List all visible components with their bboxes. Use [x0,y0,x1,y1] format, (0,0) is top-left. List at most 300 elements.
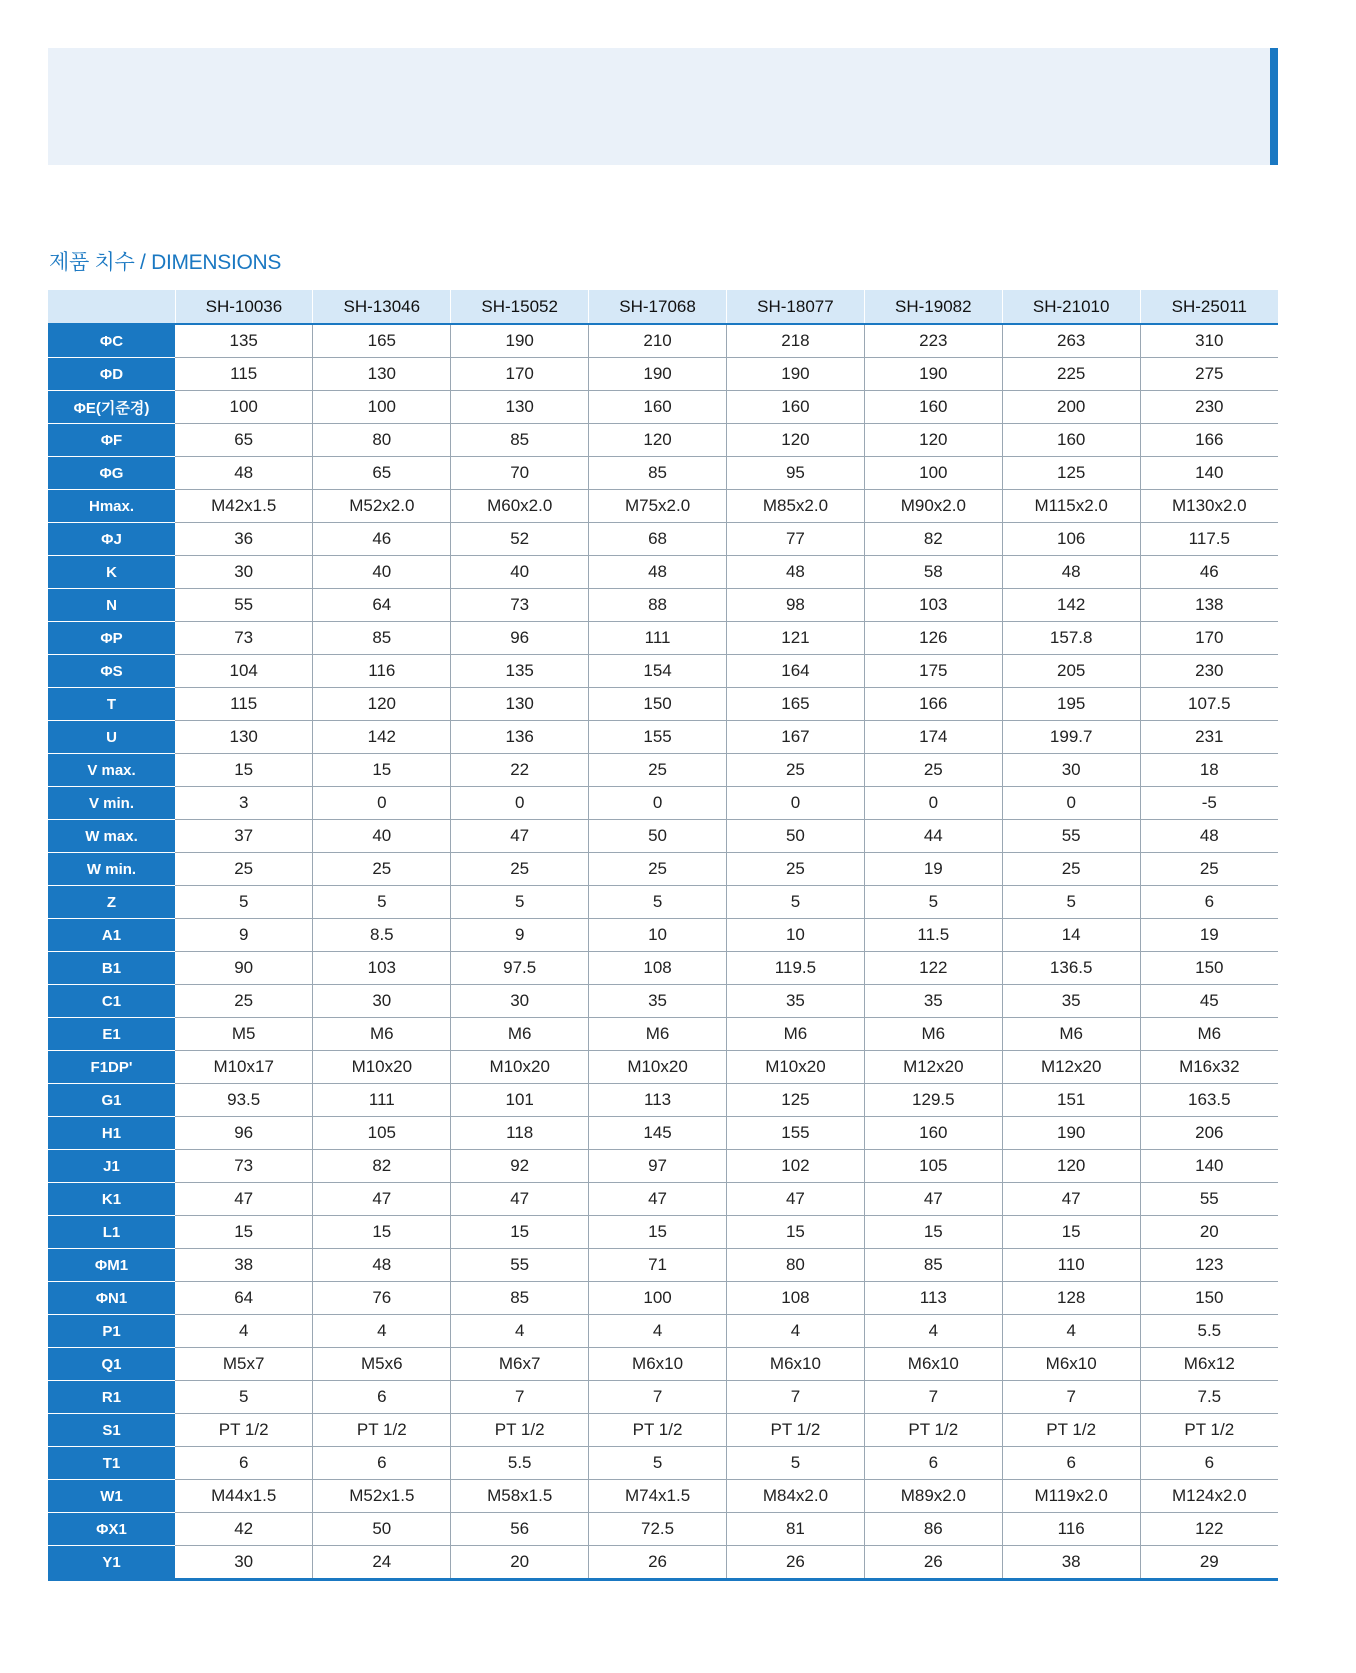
table-cell: 85 [589,457,727,490]
row-label: ΦM1 [48,1249,175,1282]
table-cell: PT 1/2 [175,1414,313,1447]
table-cell: 25 [175,853,313,886]
table-cell: 115 [175,688,313,721]
table-cell: 120 [589,424,727,457]
row-label: W1 [48,1480,175,1513]
table-cell: 140 [1140,457,1278,490]
table-cell: 97.5 [451,952,589,985]
table-row [48,1480,1278,1513]
table-row [48,1282,1278,1315]
table-cell: 73 [175,1150,313,1183]
table-cell: 154 [589,655,727,688]
table-row [48,886,1278,919]
table-cell: 103 [313,952,451,985]
table-cell: 6 [313,1447,451,1480]
table-cell: 30 [451,985,589,1018]
table-cell: 88 [589,589,727,622]
table-cell: 130 [175,721,313,754]
table-cell: 231 [1140,721,1278,754]
table-cell: 50 [313,1513,451,1546]
row-label: ΦP [48,622,175,655]
table-cell: 15 [727,1216,865,1249]
table-cell: 40 [451,556,589,589]
row-label: H1 [48,1117,175,1150]
table-cell: 130 [451,391,589,424]
table-cell: 56 [451,1513,589,1546]
table-cell: 4 [451,1315,589,1348]
table-cell: 117.5 [1140,523,1278,556]
table-cell: 48 [175,457,313,490]
table-cell: 35 [589,985,727,1018]
table-cell: 170 [451,358,589,391]
table-cell: PT 1/2 [1002,1414,1140,1447]
table-cell: 25 [864,754,1002,787]
table-cell: 190 [864,358,1002,391]
table-cell: 7 [864,1381,1002,1414]
dimensions-table-container [48,290,1278,1581]
table-cell: 136.5 [1002,952,1140,985]
table-cell: 50 [727,820,865,853]
table-cell: 6 [175,1447,313,1480]
table-cell: 15 [589,1216,727,1249]
table-cell: 25 [451,853,589,886]
table-cell: 15 [864,1216,1002,1249]
table-cell: 107.5 [1140,688,1278,721]
table-cell: 5.5 [1140,1315,1278,1348]
table-cell: 6 [313,1381,451,1414]
table-cell: 165 [313,324,451,358]
table-cell: 55 [1002,820,1140,853]
table-cell: 70 [451,457,589,490]
table-cell: 48 [313,1249,451,1282]
table-cell: 100 [313,391,451,424]
table-cell: 26 [864,1546,1002,1580]
row-label: W min. [48,853,175,886]
table-cell: 44 [864,820,1002,853]
table-header-row [48,290,1278,324]
table-cell: 106 [1002,523,1140,556]
table-cell: 5 [175,886,313,919]
table-cell: M10x17 [175,1051,313,1084]
table-cell: 121 [727,622,865,655]
table-cell: M52x2.0 [313,490,451,523]
row-label: V min. [48,787,175,820]
table-cell: 164 [727,655,865,688]
table-cell: 10 [727,919,865,952]
table-cell: 4 [864,1315,1002,1348]
table-cell: 77 [727,523,865,556]
table-cell: 85 [313,622,451,655]
row-label: E1 [48,1018,175,1051]
table-row [48,1414,1278,1447]
table-cell: 200 [1002,391,1140,424]
table-cell: 14 [1002,919,1140,952]
banner-accent-bar [1270,48,1278,165]
table-cell: M6 [864,1018,1002,1051]
table-cell: 85 [864,1249,1002,1282]
table-cell: 30 [175,556,313,589]
table-row [48,457,1278,490]
table-cell: 5 [1002,886,1140,919]
table-cell: 97 [589,1150,727,1183]
table-cell: 55 [451,1249,589,1282]
table-row [48,556,1278,589]
table-cell: 42 [175,1513,313,1546]
table-row [48,1315,1278,1348]
table-cell: M6 [1002,1018,1140,1051]
table-cell: 151 [1002,1084,1140,1117]
table-cell: 90 [175,952,313,985]
table-body [48,324,1278,1580]
column-header: SH-10036 [175,290,313,324]
table-row [48,589,1278,622]
table-cell: 5 [589,886,727,919]
table-cell: 6 [1140,1447,1278,1480]
table-cell: 48 [589,556,727,589]
table-cell: 6 [1140,886,1278,919]
table-cell: 64 [313,589,451,622]
row-label: C1 [48,985,175,1018]
table-cell: 4 [175,1315,313,1348]
table-cell: 160 [1002,424,1140,457]
table-cell: 155 [589,721,727,754]
table-cell: 120 [727,424,865,457]
table-cell: 35 [864,985,1002,1018]
table-cell: 122 [864,952,1002,985]
table-cell: 190 [727,358,865,391]
table-cell: 71 [589,1249,727,1282]
table-cell: 92 [451,1150,589,1183]
table-cell: 15 [451,1216,589,1249]
table-cell: 129.5 [864,1084,1002,1117]
table-cell: 310 [1140,324,1278,358]
table-cell: 170 [1140,622,1278,655]
table-cell: 126 [864,622,1002,655]
table-row [48,1381,1278,1414]
table-cell: 5 [864,886,1002,919]
table-cell: 15 [313,1216,451,1249]
row-label: K [48,556,175,589]
dimensions-table [48,290,1278,1581]
table-row [48,1447,1278,1480]
table-cell: 199.7 [1002,721,1140,754]
table-cell: 155 [727,1117,865,1150]
table-cell: 96 [451,622,589,655]
row-label: Y1 [48,1546,175,1580]
table-cell: 24 [313,1546,451,1580]
table-cell: 142 [1002,589,1140,622]
table-cell: 47 [727,1183,865,1216]
table-cell: 5.5 [451,1447,589,1480]
table-cell: 52 [451,523,589,556]
table-cell: PT 1/2 [313,1414,451,1447]
table-cell: 80 [727,1249,865,1282]
table-cell: 110 [1002,1249,1140,1282]
table-cell: 163.5 [1140,1084,1278,1117]
table-cell: 111 [589,622,727,655]
row-label: Q1 [48,1348,175,1381]
table-cell: 223 [864,324,1002,358]
table-cell: 96 [175,1117,313,1150]
table-row [48,490,1278,523]
row-label: ΦN1 [48,1282,175,1315]
table-cell: 5 [175,1381,313,1414]
table-row [48,1183,1278,1216]
table-cell: 135 [451,655,589,688]
table-cell: 26 [727,1546,865,1580]
table-cell: M75x2.0 [589,490,727,523]
row-label: U [48,721,175,754]
table-cell: M10x20 [313,1051,451,1084]
table-cell: 5 [313,886,451,919]
table-cell: 4 [589,1315,727,1348]
table-cell: 65 [175,424,313,457]
row-label: ΦF [48,424,175,457]
table-cell: 122 [1140,1513,1278,1546]
table-cell: 160 [864,391,1002,424]
table-cell: 165 [727,688,865,721]
table-cell: 25 [313,853,451,886]
table-cell: M12x20 [1002,1051,1140,1084]
table-cell: PT 1/2 [589,1414,727,1447]
table-cell: 55 [1140,1183,1278,1216]
table-cell: 58 [864,556,1002,589]
table-cell: 93.5 [175,1084,313,1117]
table-cell: 118 [451,1117,589,1150]
table-cell: 105 [313,1117,451,1150]
table-cell: M5x7 [175,1348,313,1381]
table-cell: 25 [727,754,865,787]
table-cell: 175 [864,655,1002,688]
header-banner [48,48,1278,165]
table-cell: 119.5 [727,952,865,985]
row-label: ΦC [48,324,175,358]
table-cell: M115x2.0 [1002,490,1140,523]
row-label: B1 [48,952,175,985]
table-cell: 50 [589,820,727,853]
table-cell: 104 [175,655,313,688]
table-cell: 142 [313,721,451,754]
table-cell: 98 [727,589,865,622]
table-row [48,688,1278,721]
table-cell: 72.5 [589,1513,727,1546]
table-cell: 68 [589,523,727,556]
table-cell: 80 [313,424,451,457]
table-cell: 11.5 [864,919,1002,952]
table-cell: 47 [451,820,589,853]
row-label: J1 [48,1150,175,1183]
row-label: ΦD [48,358,175,391]
table-cell: 100 [589,1282,727,1315]
table-cell: 55 [175,589,313,622]
table-cell: M5x6 [313,1348,451,1381]
table-cell: 47 [864,1183,1002,1216]
table-cell: M6x7 [451,1348,589,1381]
table-cell: 8.5 [313,919,451,952]
table-cell: 157.8 [1002,622,1140,655]
table-cell: 116 [313,655,451,688]
table-cell: 25 [727,853,865,886]
table-cell: 29 [1140,1546,1278,1580]
table-row [48,324,1278,358]
table-cell: 5 [727,886,865,919]
table-cell: 47 [175,1183,313,1216]
table-cell: 9 [451,919,589,952]
table-cell: 82 [313,1150,451,1183]
column-header: SH-17068 [589,290,727,324]
table-cell: 82 [864,523,1002,556]
table-row [48,358,1278,391]
table-cell: 108 [589,952,727,985]
table-cell: 20 [1140,1216,1278,1249]
table-cell: M85x2.0 [727,490,865,523]
table-row [48,655,1278,688]
table-cell: 26 [589,1546,727,1580]
table-cell: PT 1/2 [451,1414,589,1447]
table-cell: 6 [1002,1447,1140,1480]
table-cell: 22 [451,754,589,787]
table-cell: 30 [175,1546,313,1580]
table-cell: 25 [1140,853,1278,886]
table-row [48,952,1278,985]
table-cell: 7 [1002,1381,1140,1414]
table-cell: 85 [451,424,589,457]
table-cell: 128 [1002,1282,1140,1315]
table-cell: 64 [175,1282,313,1315]
table-cell: 4 [313,1315,451,1348]
table-cell: 25 [589,754,727,787]
table-row [48,1546,1278,1580]
table-cell: 0 [727,787,865,820]
table-cell: M119x2.0 [1002,1480,1140,1513]
table-cell: 206 [1140,1117,1278,1150]
row-label: ΦG [48,457,175,490]
row-label: V max. [48,754,175,787]
table-cell: 38 [175,1249,313,1282]
table-cell: M6x10 [589,1348,727,1381]
row-label: T1 [48,1447,175,1480]
table-cell: PT 1/2 [727,1414,865,1447]
table-cell: M16x32 [1140,1051,1278,1084]
table-cell: 100 [175,391,313,424]
table-cell: 25 [589,853,727,886]
table-cell: 225 [1002,358,1140,391]
table-cell: 5 [727,1447,865,1480]
table-cell: 102 [727,1150,865,1183]
table-cell: 37 [175,820,313,853]
row-label: Z [48,886,175,919]
row-label: G1 [48,1084,175,1117]
table-cell: 10 [589,919,727,952]
table-cell: 35 [727,985,865,1018]
table-cell: 30 [1002,754,1140,787]
table-cell: 47 [451,1183,589,1216]
row-label: K1 [48,1183,175,1216]
table-cell: 100 [864,457,1002,490]
table-cell: 25 [175,985,313,1018]
table-cell: 167 [727,721,865,754]
table-cell: 150 [1140,1282,1278,1315]
row-label: ΦJ [48,523,175,556]
table-cell: 160 [589,391,727,424]
table-cell: 73 [451,589,589,622]
table-cell: 9 [175,919,313,952]
table-cell: 76 [313,1282,451,1315]
table-cell: 135 [175,324,313,358]
table-cell: 30 [313,985,451,1018]
table-cell: 35 [1002,985,1140,1018]
row-label: F1DP' [48,1051,175,1084]
table-cell: M44x1.5 [175,1480,313,1513]
table-cell: 86 [864,1513,1002,1546]
table-cell: 0 [1002,787,1140,820]
table-cell: M12x20 [864,1051,1002,1084]
table-cell: 73 [175,622,313,655]
table-cell: PT 1/2 [864,1414,1002,1447]
table-row [48,787,1278,820]
table-cell: M60x2.0 [451,490,589,523]
table-cell: 275 [1140,358,1278,391]
table-row [48,721,1278,754]
table-cell: 47 [589,1183,727,1216]
table-cell: 150 [1140,952,1278,985]
table-cell: M10x20 [727,1051,865,1084]
row-label: A1 [48,919,175,952]
table-cell: 7 [727,1381,865,1414]
table-cell: 190 [589,358,727,391]
table-cell: 46 [1140,556,1278,589]
section-title: 제품 치수 / DIMENSIONS [49,251,282,274]
table-row [48,1084,1278,1117]
row-label: Hmax. [48,490,175,523]
column-header: SH-19082 [864,290,1002,324]
table-cell: 230 [1140,655,1278,688]
row-label: ΦS [48,655,175,688]
table-cell: 48 [1140,820,1278,853]
table-row [48,1513,1278,1546]
table-cell: 138 [1140,589,1278,622]
table-cell: M42x1.5 [175,490,313,523]
table-cell: M74x1.5 [589,1480,727,1513]
row-label: L1 [48,1216,175,1249]
column-header: SH-25011 [1140,290,1278,324]
table-cell: 5 [451,886,589,919]
table-cell: M10x20 [451,1051,589,1084]
table-row [48,1216,1278,1249]
table-cell: 195 [1002,688,1140,721]
table-cell: 145 [589,1117,727,1150]
table-cell: 190 [451,324,589,358]
table-row [48,1348,1278,1381]
table-cell: M6x10 [727,1348,865,1381]
table-cell: 136 [451,721,589,754]
table-cell: 108 [727,1282,865,1315]
table-cell: 40 [313,556,451,589]
table-cell: 218 [727,324,865,358]
table-cell: 7 [589,1381,727,1414]
row-label: ΦX1 [48,1513,175,1546]
table-row [48,985,1278,1018]
table-cell: 25 [1002,853,1140,886]
table-cell: M5 [175,1018,313,1051]
table-cell: 0 [451,787,589,820]
table-cell: 103 [864,589,1002,622]
table-cell: 20 [451,1546,589,1580]
table-cell: 166 [1140,424,1278,457]
table-cell: 81 [727,1513,865,1546]
table-row [48,1117,1278,1150]
table-cell: 36 [175,523,313,556]
